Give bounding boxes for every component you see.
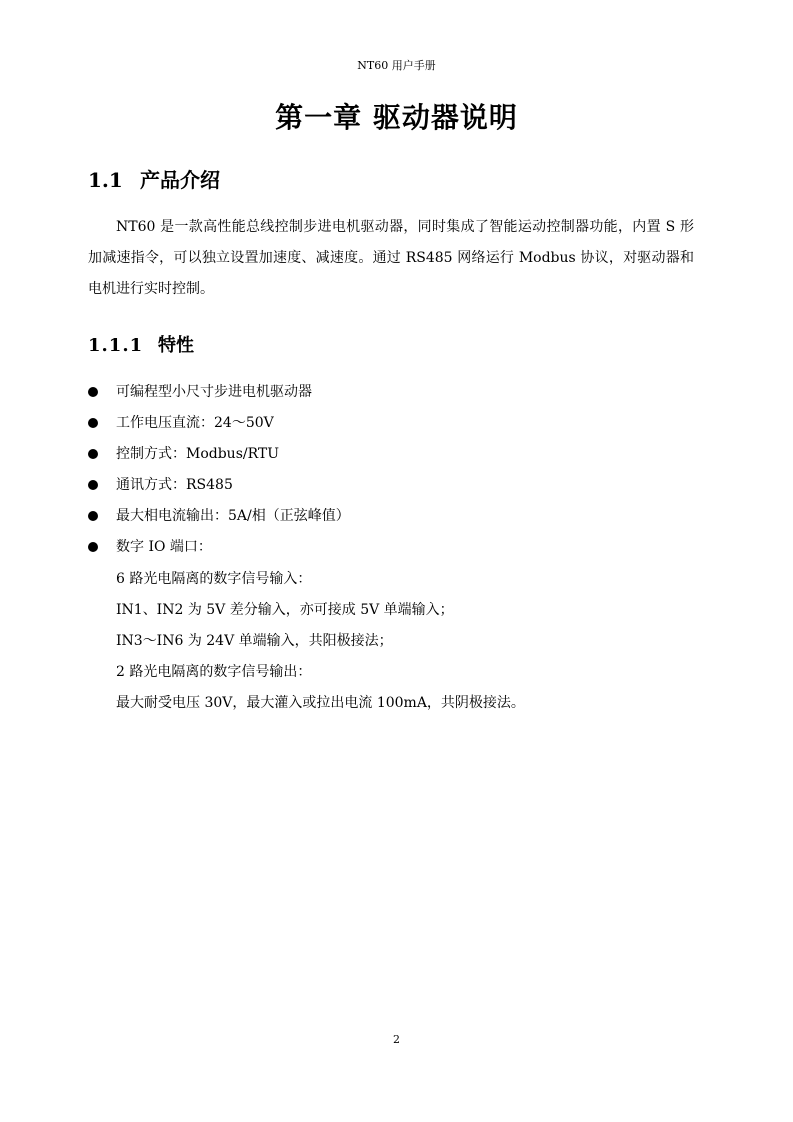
bullet-icon xyxy=(88,387,98,397)
feature-list xyxy=(88,377,708,563)
bullet-icon xyxy=(88,480,98,490)
io-detail-line: 6 路光电隔离的数字信号输入： xyxy=(116,571,312,587)
io-detail-line: IN1、IN2 为 5V 差分输入，亦可接成 5V 单端输入； xyxy=(116,602,454,618)
bullet-icon xyxy=(88,449,98,459)
list-item xyxy=(88,501,708,532)
bullet-icon xyxy=(88,511,98,521)
list-item xyxy=(88,377,708,408)
io-detail-line: 最大耐受电压 30V，最大灌入或拉出电流 100mA，共阴极接法。 xyxy=(116,695,525,711)
io-detail-line: IN3～IN6 为 24V 单端输入，共阳极接法； xyxy=(116,633,393,649)
feature-text: 控制方式：Modbus/RTU xyxy=(116,446,280,462)
bullet-icon xyxy=(88,418,98,428)
feature-text: 最大相电流输出：5A/相（正弦峰值） xyxy=(116,508,350,524)
section-title: 产品介绍 xyxy=(140,168,220,192)
intro-paragraph: NT60 是一款高性能总线控制步进电机驱动器，同时集成了智能运动控制器功能，内置 S 形加减速指令，可以独立设置加速度、减速度。通过 RS485 网络运行 Modbus 协议，对驱动器和电机进行实时控制。 xyxy=(88,219,694,297)
io-detail-line: 2 路光电隔离的数字信号输出： xyxy=(116,664,312,680)
feature-text: 工作电压直流：24～50V xyxy=(116,415,274,431)
chapter-title: 第一章 驱动器说明 xyxy=(275,101,518,134)
section-number: 1.1 xyxy=(88,168,123,192)
feature-text: 可编程型小尺寸步进电机驱动器 xyxy=(116,384,312,400)
list-item xyxy=(88,532,708,563)
subsection-number: 1.1.1 xyxy=(88,335,144,356)
page-number: 2 xyxy=(393,1033,400,1046)
subsection-title: 特性 xyxy=(158,335,194,356)
feature-text: 通讯方式：RS485 xyxy=(116,477,233,493)
section-heading xyxy=(88,165,220,195)
running-header: NT60 用户手册 xyxy=(357,59,436,72)
list-item xyxy=(88,408,708,439)
list-item xyxy=(88,470,708,501)
bullet-icon xyxy=(88,542,98,552)
list-item xyxy=(88,439,708,470)
feature-text: 数字 IO 端口： xyxy=(116,539,212,555)
io-detail-list xyxy=(116,564,716,719)
subsection-heading xyxy=(88,332,194,360)
